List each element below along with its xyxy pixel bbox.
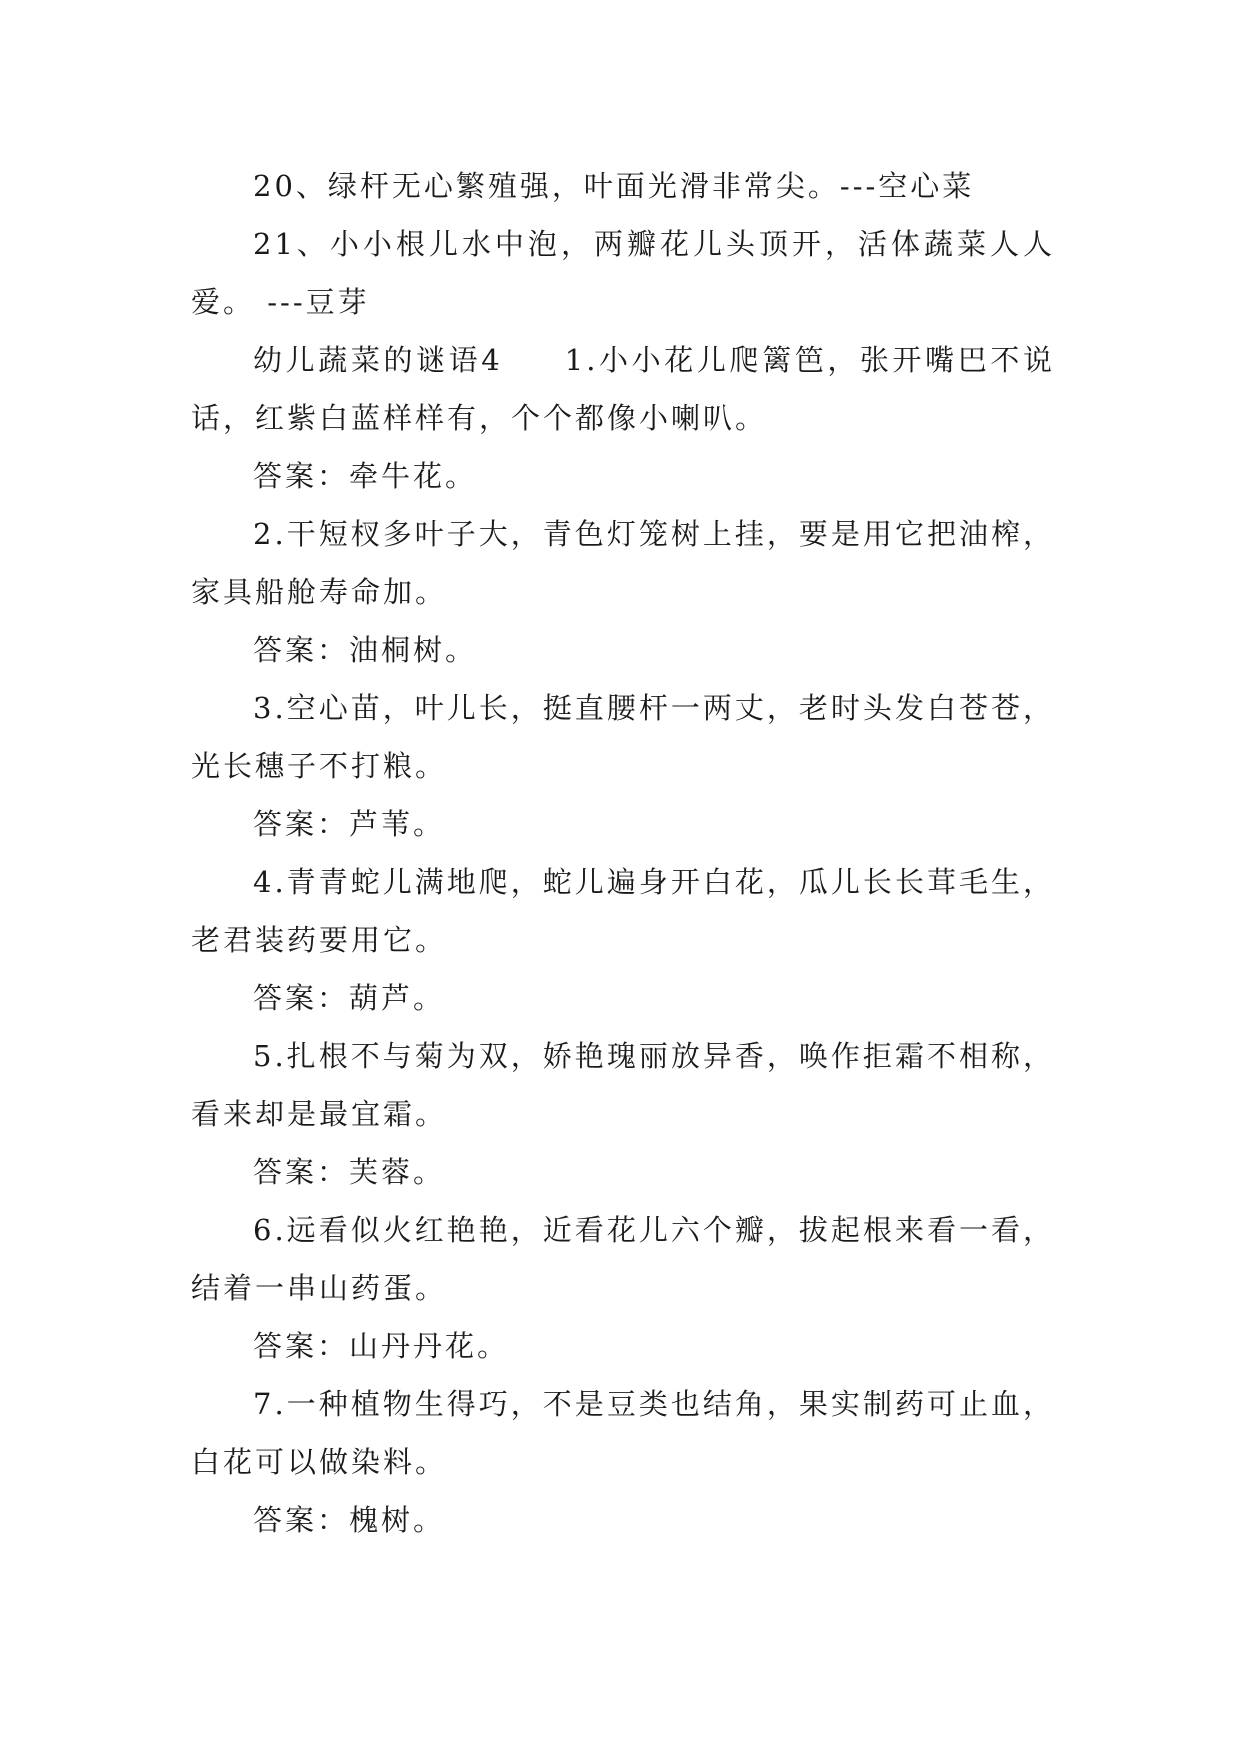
riddle-7: 7.一种植物生得巧，不是豆类也结角，果实制药可止血，白花可以做染料。: [191, 1387, 1055, 1479]
answer-6: 答案：山丹丹花。: [253, 1329, 510, 1363]
riddle-1-text: 1.小小花儿爬篱笆，张开嘴巴不说话，红紫白蓝样样有，个个都像小喇叭。: [191, 343, 1056, 435]
answer-2: 答案：油桐树。: [253, 633, 478, 667]
section-title: 幼儿蔬菜的谜语4: [253, 343, 503, 377]
answer-3: 答案：芦苇。: [253, 807, 446, 841]
riddle-6: 6.远看似火红艳艳，近看花儿六个瓣，拔起根来看一看，结着一串山药蛋。: [191, 1213, 1055, 1305]
riddle-21: 21、小小根儿水中泡，两瓣花儿头顶开，活体蔬菜人人爱。 ---豆芽: [191, 227, 1055, 319]
document-body: [191, 157, 1055, 1549]
answer-7: 答案：槐树。: [253, 1503, 446, 1537]
riddle-4: 4.青青蛇儿满地爬，蛇儿遍身开白花，瓜儿长长茸毛生，老君装药要用它。: [191, 865, 1055, 957]
riddle-3: 3.空心苗，叶儿长，挺直腰杆一两丈，老时头发白苍苍，光长穗子不打粮。: [191, 691, 1055, 783]
answer-1: 答案：牵牛花。: [253, 459, 478, 493]
answer-5: 答案：芙蓉。: [253, 1155, 446, 1189]
riddle-2: 2.干短杈多叶子大，青色灯笼树上挂，要是用它把油榨，家具船舱寿命加。: [191, 517, 1055, 609]
riddle-5: 5.扎根不与菊为双，娇艳瑰丽放异香，唤作拒霜不相称，看来却是最宜霜。: [191, 1039, 1055, 1131]
riddle-20: 20、绿杆无心繁殖强，叶面光滑非常尖。---空心菜: [253, 169, 975, 203]
answer-4: 答案：葫芦。: [253, 981, 446, 1015]
riddle-1: [191, 331, 1055, 447]
